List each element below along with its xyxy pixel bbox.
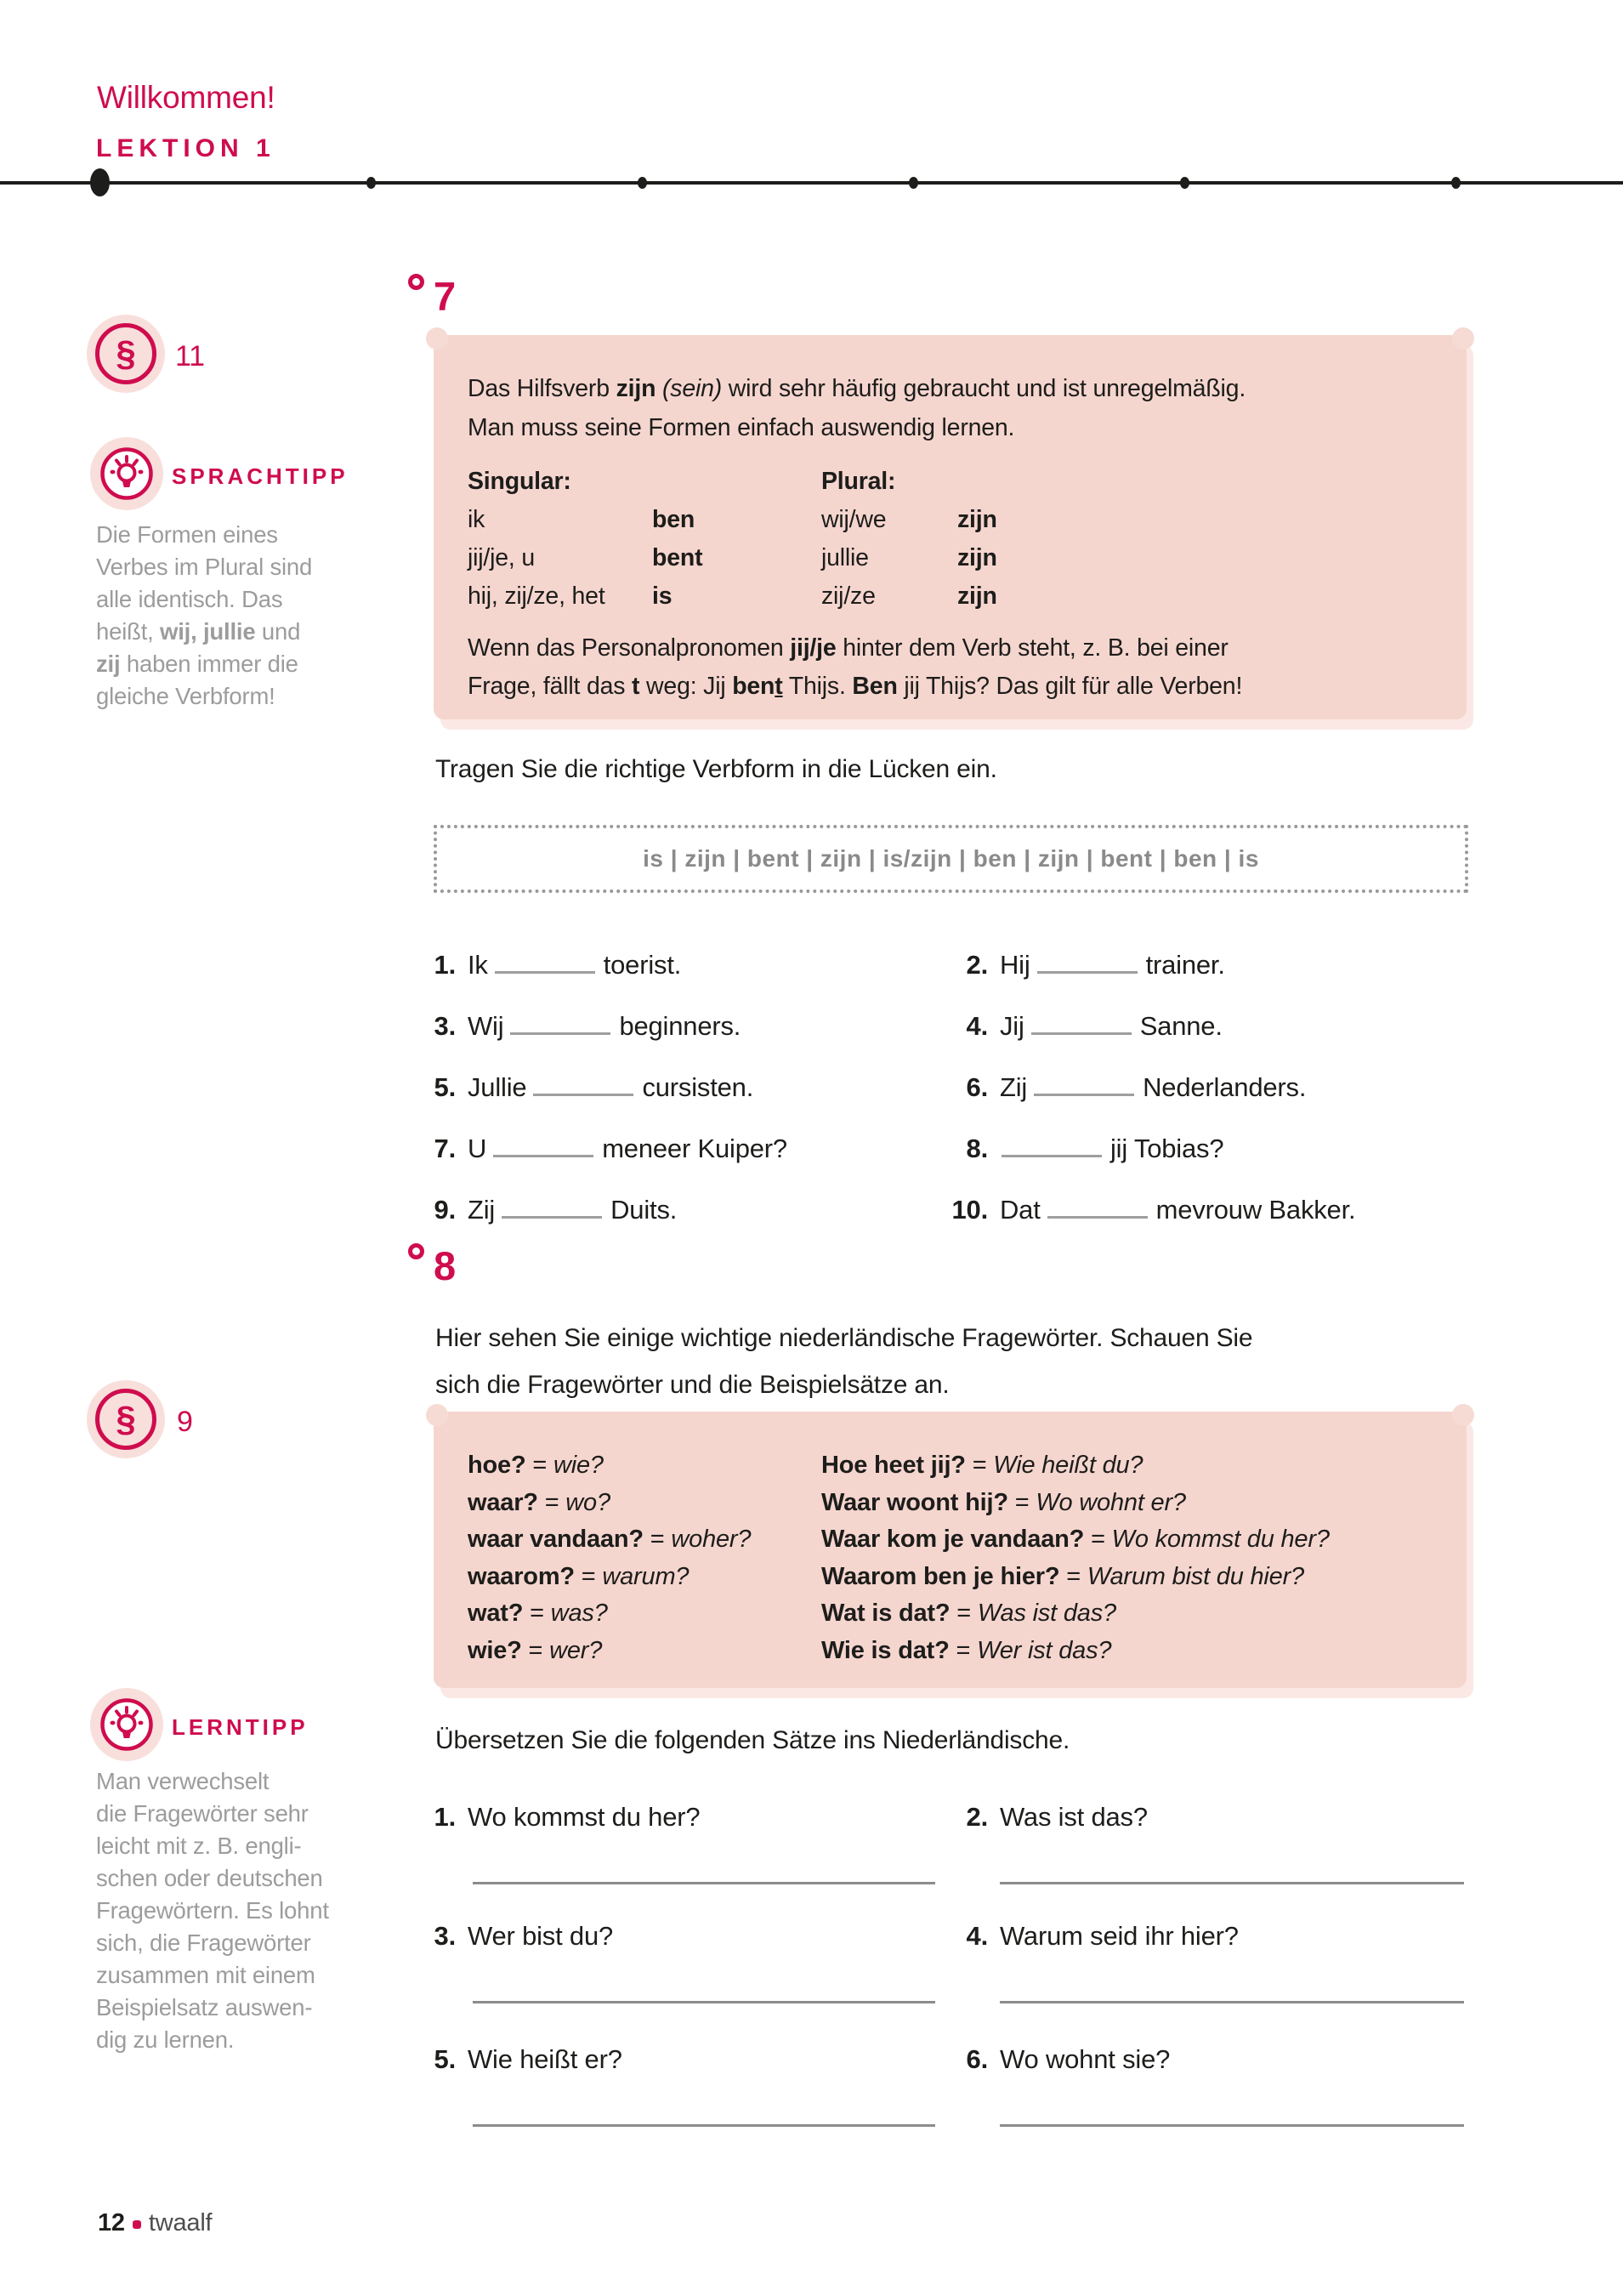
- equals-sign: =: [1091, 1526, 1105, 1553]
- tip-line: gleiche Verbform!: [96, 683, 275, 709]
- fill-blank: [1037, 946, 1138, 974]
- page-title: Willkommen!: [97, 80, 275, 115]
- equals-sign: =: [528, 1636, 543, 1664]
- vocab-cell: [468, 1447, 821, 1485]
- item-pre: Zij: [468, 1195, 496, 1225]
- pronoun-cell: wij/we: [821, 506, 887, 533]
- item-post: Sanne.: [1139, 1011, 1223, 1041]
- equals-sign: =: [956, 1636, 971, 1664]
- fill-item-1: [430, 946, 681, 980]
- vocab-cell: [468, 1559, 821, 1596]
- item-post: trainer.: [1145, 950, 1225, 980]
- question-text: Wer bist du?: [468, 1921, 614, 1951]
- item-number: 9.: [434, 1195, 456, 1225]
- page-footer: [98, 2209, 212, 2237]
- fill-item-4: [942, 1007, 1223, 1042]
- item-pre: Wij: [468, 1011, 504, 1041]
- table-cell: [957, 463, 1433, 501]
- lerntipp-label: LERNTIPP: [172, 1714, 309, 1740]
- fill-blank: [495, 946, 595, 974]
- question-words-table: [468, 1447, 1433, 1669]
- equals-sign: =: [972, 1452, 987, 1479]
- paragraph-badge-9: [87, 1380, 165, 1458]
- pronoun-cell: jullie: [821, 544, 869, 571]
- item-number: 3.: [434, 1011, 456, 1041]
- intro-line: sich die Fragewörter und die Beispielsätze an.: [435, 1371, 950, 1399]
- infobox-note: [468, 629, 1433, 706]
- answer-line: [1000, 1882, 1464, 1884]
- dutch-word: waarom?: [468, 1562, 575, 1590]
- vocab-cell: [821, 1595, 1433, 1633]
- fill-blank: [1031, 1007, 1132, 1035]
- dutch-example: Wie is dat?: [821, 1636, 950, 1664]
- exercise-number: 7: [434, 274, 456, 319]
- infobox-line: Das Hilfsverb zijn (sein) wird sehr häufig gebraucht und ist unregelmäßig.: [468, 375, 1246, 402]
- infobox-line: Man muss seine Formen einfach auswendig lernen.: [468, 414, 1015, 441]
- german-example: Warum bist du hier?: [1087, 1562, 1304, 1590]
- german-example: Wer ist das?: [977, 1636, 1112, 1664]
- footer-bullet-icon: [133, 2220, 141, 2229]
- fill-item-7: [430, 1129, 787, 1164]
- vocab-cell: [468, 1485, 821, 1522]
- exercise-number: 8: [434, 1243, 456, 1288]
- tip-line: Fragewörtern. Es lohnt: [96, 1897, 329, 1924]
- tip-line: schen oder deutschen: [96, 1865, 323, 1891]
- dutch-example: Wat is dat?: [821, 1600, 951, 1627]
- equals-sign: =: [581, 1562, 596, 1590]
- equals-sign: =: [1014, 1488, 1030, 1516]
- question-text: Warum seid ihr hier?: [1000, 1921, 1239, 1951]
- fill-item-9: [430, 1191, 677, 1225]
- item-number: 8.: [966, 1134, 988, 1163]
- answer-line: [473, 1882, 935, 1884]
- dutch-word: wie?: [468, 1636, 522, 1664]
- exercise-8-intro: [435, 1315, 1252, 1408]
- vocab-cell: [821, 1485, 1433, 1522]
- item-number: 10.: [951, 1195, 988, 1225]
- pronoun-cell: ik: [468, 506, 485, 533]
- sprachtipp-badge: [90, 437, 163, 510]
- timeline-dot: [909, 177, 918, 189]
- fill-item-6: [942, 1068, 1306, 1103]
- lerntipp-badge: [90, 1688, 163, 1761]
- item-post: Nederlanders.: [1143, 1072, 1307, 1102]
- exercise-8-instruction: Übersetzen Sie die folgenden Sätze ins Niederländische.: [435, 1726, 1070, 1754]
- german-word: wie?: [553, 1452, 604, 1479]
- item-pre: Dat: [1000, 1195, 1041, 1225]
- translate-item-6: [942, 2044, 1170, 2075]
- item-post: mevrouw Bakker.: [1155, 1195, 1356, 1225]
- fill-blank: [510, 1007, 610, 1035]
- item-number: 4.: [966, 1921, 988, 1951]
- vocab-cell: [821, 1633, 1433, 1670]
- tip-line: heißt, wij, jullie und: [96, 618, 301, 645]
- vocab-cell: [821, 1447, 1433, 1485]
- item-pre: Hij: [1000, 950, 1030, 980]
- dutch-example: Waarom ben je hier?: [821, 1562, 1060, 1590]
- fill-item-2: [942, 946, 1225, 980]
- dutch-word: wat?: [468, 1600, 524, 1627]
- tip-line: dig zu lernen.: [96, 2026, 235, 2053]
- german-example: Wo wohnt er?: [1036, 1488, 1186, 1516]
- page-number-word: twaalf: [148, 2209, 213, 2236]
- paragraph-badge-11: [87, 315, 165, 393]
- tip-line: leicht mit z. B. engli-: [96, 1833, 302, 1859]
- item-pre: Zij: [1000, 1072, 1028, 1102]
- translate-item-1: [430, 1802, 700, 1833]
- tip-line: zij haben immer die: [96, 651, 298, 677]
- item-post: jij Tobias?: [1110, 1134, 1224, 1163]
- dutch-example: Waar kom je vandaan?: [821, 1526, 1085, 1553]
- sprachtipp-label: SPRACHTIPP: [172, 463, 349, 489]
- german-example: Wo kommst du her?: [1111, 1526, 1330, 1553]
- german-example: Was ist das?: [977, 1600, 1116, 1627]
- word-bank-box: [434, 825, 1468, 893]
- dutch-word: waar?: [468, 1488, 538, 1516]
- verb-cell: zijn: [957, 506, 997, 533]
- verb-cell: ben: [652, 506, 695, 533]
- intro-line: Hier sehen Sie einige wichtige niederländische Fragewörter. Schauen Sie: [435, 1324, 1253, 1352]
- verb-cell: zijn: [957, 583, 997, 610]
- translate-item-5: [430, 2044, 622, 2075]
- german-word: woher?: [671, 1526, 752, 1553]
- lesson-label: LEKTION 1: [96, 134, 275, 162]
- fill-blank: [533, 1068, 633, 1096]
- paragraph-number: 9: [177, 1406, 193, 1438]
- section-sign-icon: §: [116, 1399, 136, 1439]
- paragraph-ring: [95, 1389, 156, 1450]
- german-word: warum?: [602, 1562, 689, 1590]
- item-number: 5.: [434, 1072, 456, 1102]
- answer-line: [473, 2001, 935, 2003]
- paragraph-number: 11: [175, 340, 205, 372]
- tip-line: Man verwechselt: [96, 1768, 270, 1794]
- question-text: Wo wohnt sie?: [1000, 2044, 1171, 2074]
- equals-sign: =: [532, 1452, 548, 1479]
- dutch-example: Waar woont hij?: [821, 1488, 1008, 1516]
- degree-circle-icon: [408, 274, 424, 290]
- lerntipp-text: [96, 1765, 329, 2056]
- fill-item-8: [942, 1129, 1223, 1164]
- item-number: 2.: [966, 1802, 988, 1832]
- equals-sign: =: [544, 1488, 559, 1516]
- timeline-dot: [1451, 177, 1461, 189]
- item-number: 5.: [434, 2044, 456, 2074]
- verb-conjugation-table: [468, 463, 1433, 616]
- german-example: Wie heißt du?: [993, 1452, 1143, 1479]
- note-line: Frage, fällt das t weg: Jij bent Thijs. Ben jij Thijs? Das gilt für alle Verben!: [468, 673, 1243, 700]
- singular-header: Singular:: [468, 468, 571, 495]
- sprachtipp-text: [96, 519, 312, 713]
- item-pre: U: [468, 1134, 487, 1163]
- pronoun-cell: zij/ze: [821, 583, 876, 610]
- tip-line: die Fragewörter sehr: [96, 1800, 309, 1827]
- german-word: wo?: [565, 1488, 610, 1516]
- equals-sign: =: [1066, 1562, 1081, 1590]
- verb-cell: is: [652, 583, 672, 610]
- equals-sign: =: [530, 1600, 544, 1627]
- pronoun-cell: jij/je, u: [468, 544, 535, 571]
- dutch-word: hoe?: [468, 1452, 526, 1479]
- question-words-infobox: [434, 1412, 1467, 1688]
- degree-circle-icon: [408, 1243, 424, 1259]
- vocab-cell: [821, 1559, 1433, 1596]
- lightbulb-icon: [99, 1697, 154, 1752]
- tip-line: Die Formen eines: [96, 521, 278, 548]
- item-number: 1.: [434, 1802, 456, 1832]
- fill-blank: [1034, 1068, 1134, 1096]
- german-word: was?: [550, 1600, 608, 1627]
- item-number: 6.: [966, 1072, 988, 1102]
- verb-cell: zijn: [957, 544, 997, 571]
- verb-cell: bent: [652, 544, 703, 571]
- equals-sign: =: [650, 1526, 665, 1553]
- question-text: Was ist das?: [1000, 1802, 1148, 1832]
- item-number: 3.: [434, 1921, 456, 1951]
- answer-line: [473, 2124, 935, 2127]
- exercise-7-instruction: Tragen Sie die richtige Verbform in die Lücken ein.: [435, 755, 997, 783]
- fill-blank: [502, 1191, 602, 1219]
- fill-blank: [1002, 1129, 1102, 1157]
- vocab-cell: [468, 1595, 821, 1633]
- item-number: 7.: [434, 1134, 456, 1163]
- item-post: meneer Kuiper?: [602, 1134, 787, 1163]
- question-text: Wo kommst du her?: [468, 1802, 701, 1832]
- item-pre: Jij: [1000, 1011, 1024, 1041]
- vocab-cell: [821, 1521, 1433, 1559]
- section-sign-icon: §: [116, 333, 136, 373]
- header-rule: [0, 181, 1623, 185]
- lightbulb-icon: [99, 446, 154, 501]
- german-word: wer?: [549, 1636, 603, 1664]
- timeline-dot: [638, 177, 647, 189]
- item-number: 1.: [434, 950, 456, 980]
- fill-item-5: [430, 1068, 753, 1103]
- word-bank-words: is | zijn | bent | zijn | is/zijn | ben | zijn | bent | ben | is: [643, 845, 1259, 872]
- fill-blank: [493, 1129, 593, 1157]
- item-number: 4.: [966, 1011, 988, 1041]
- translate-item-2: [942, 1802, 1148, 1833]
- item-number: 2.: [966, 950, 988, 980]
- vocab-cell: [468, 1521, 821, 1559]
- dutch-word: waar vandaan?: [468, 1526, 644, 1553]
- grammar-infobox-zijn: [434, 335, 1467, 719]
- tip-line: Verbes im Plural sind: [96, 554, 313, 580]
- fill-item-10: [942, 1191, 1355, 1225]
- timeline-dot: [366, 177, 376, 189]
- tip-line: Beispielsatz auswen-: [96, 1994, 313, 2020]
- item-post: Duits.: [610, 1195, 678, 1225]
- pronoun-cell: hij, zij/ze, het: [468, 583, 605, 610]
- timeline-dot: [1180, 177, 1189, 189]
- item-post: cursisten.: [642, 1072, 754, 1102]
- dutch-example: Hoe heet jij?: [821, 1452, 966, 1479]
- item-number: 6.: [966, 2044, 988, 2074]
- translate-item-4: [942, 1921, 1239, 1952]
- tip-line: alle identisch. Das: [96, 586, 283, 612]
- table-cell: [652, 463, 821, 501]
- fill-item-3: [430, 1007, 741, 1042]
- tip-line: zusammen mit einem: [96, 1962, 315, 1988]
- equals-sign: =: [956, 1600, 972, 1627]
- fill-blank: [1047, 1191, 1148, 1219]
- item-post: beginners.: [619, 1011, 741, 1041]
- item-pre: Ik: [468, 950, 488, 980]
- tip-line: sich, die Fragewörter: [96, 1929, 311, 1956]
- page-number: 12: [98, 2209, 125, 2236]
- answer-line: [1000, 2124, 1464, 2127]
- translate-item-3: [430, 1921, 613, 1952]
- plural-header: Plural:: [821, 468, 896, 495]
- answer-line: [1000, 2001, 1464, 2003]
- note-line: Wenn das Personalpronomen jij/je hinter dem Verb steht, z. B. bei einer: [468, 634, 1229, 662]
- item-post: toerist.: [603, 950, 682, 980]
- timeline-big-dot: [90, 168, 110, 196]
- question-text: Wie heißt er?: [468, 2044, 622, 2074]
- item-pre: Jullie: [468, 1072, 527, 1102]
- paragraph-ring: [95, 323, 156, 384]
- vocab-cell: [468, 1633, 821, 1670]
